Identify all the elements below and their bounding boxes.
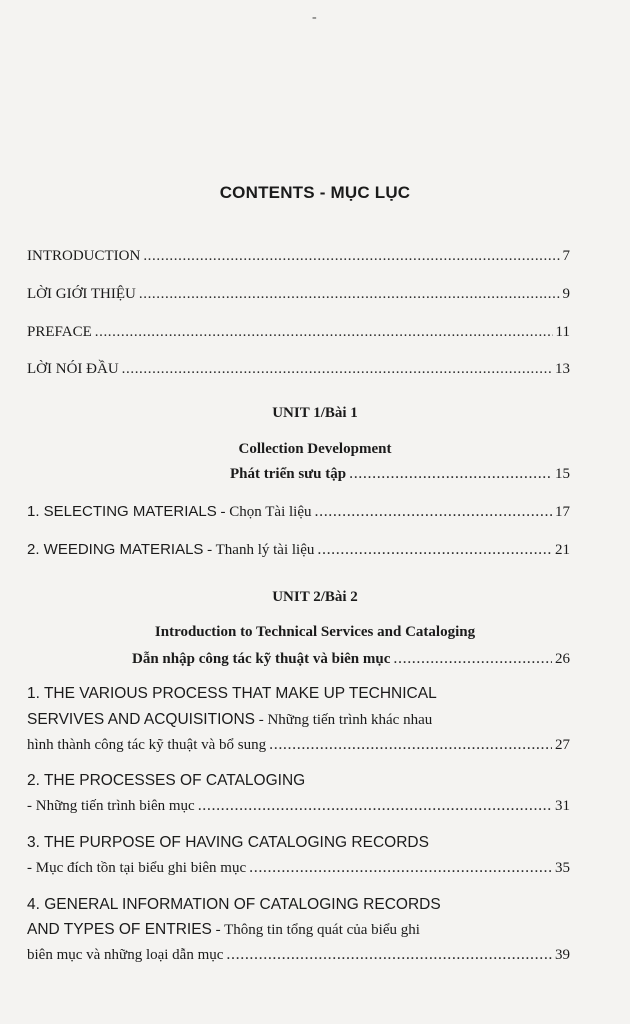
- entry-page: 9: [562, 286, 570, 302]
- entry-label-en: 2. WEEDING MATERIALS: [27, 541, 204, 558]
- entry-page: 21: [555, 542, 570, 558]
- entry-page: 15: [555, 466, 570, 482]
- entry-label: - Những tiến trình biên mục: [27, 798, 195, 814]
- dot-leader: [139, 286, 560, 303]
- toc-entry-general-information[interactable]: [27, 946, 570, 964]
- unit1-title-en: Collection Development: [238, 441, 392, 457]
- dot-leader: [317, 541, 552, 559]
- entry-page: 17: [555, 504, 570, 520]
- entry-page: 27: [555, 737, 570, 753]
- entry-page: 35: [555, 860, 570, 876]
- contents-heading: CONTENTS - MỤC LỤC: [219, 183, 411, 202]
- entry-page: 26: [555, 651, 570, 667]
- entry-page: 11: [555, 324, 570, 340]
- toc-entry-loi-noi-dau[interactable]: [27, 361, 570, 378]
- dot-leader: [122, 361, 552, 378]
- entry-label: - Mục đích tồn tại biểu ghi biên mục: [27, 860, 247, 876]
- entry-label-en: 1. SELECTING MATERIALS: [27, 503, 217, 520]
- entry1-line1: 1. THE VARIOUS PROCESS THAT MAKE UP TECHNICAL: [27, 685, 437, 702]
- entry-label: INTRODUCTION: [27, 248, 141, 264]
- entry-page: 31: [555, 798, 570, 814]
- toc-entry-purpose-records[interactable]: [27, 859, 570, 877]
- entry-label: biên mục và những loại dẫn mục: [27, 947, 224, 963]
- entry3-line1: 3. THE PURPOSE OF HAVING CATALOGING RECORDS: [27, 834, 429, 851]
- entry-label-vi: - Chọn Tài liệu: [216, 504, 312, 520]
- dot-leader: [143, 248, 559, 265]
- dot-leader: [198, 797, 552, 815]
- entry-label: hình thành công tác kỹ thuật và bổ sung: [27, 737, 267, 753]
- entry4-line2: [27, 921, 420, 939]
- dot-leader: [349, 465, 552, 483]
- unit2-title-en: Introduction to Technical Services and Cataloging: [154, 624, 476, 640]
- toc-entry-weeding-materials[interactable]: [27, 541, 570, 559]
- entry-label: LỜI NÓI ĐẦU: [27, 361, 119, 377]
- dot-leader: [249, 859, 552, 877]
- entry-page: 13: [555, 361, 570, 377]
- entry-label-vi: - Thanh lý tài liệu: [203, 542, 315, 558]
- entry1-line2: [27, 711, 432, 729]
- toc-entry-introduction[interactable]: [27, 248, 570, 265]
- entry-label-en: SERVIVES AND ACQUISITIONS: [27, 711, 255, 728]
- toc-entry-unit1-title[interactable]: [230, 465, 570, 483]
- entry-label-en: AND TYPES OF ENTRIES: [27, 921, 212, 938]
- toc-entry-processes-cataloging[interactable]: [27, 797, 570, 815]
- unit1-heading: UNIT 1/Bài 1: [272, 405, 358, 421]
- entry-page: 7: [562, 248, 570, 264]
- dot-leader: [315, 503, 553, 521]
- unit2-heading: UNIT 2/Bài 2: [272, 589, 358, 605]
- toc-entry-loi-gioi-thieu[interactable]: [27, 286, 570, 303]
- unit2-title-vi: Dẫn nhập công tác kỹ thuật và biên mục: [132, 651, 391, 667]
- toc-entry-selecting-materials[interactable]: [27, 503, 570, 521]
- dot-leader: [226, 946, 552, 964]
- dot-leader: [95, 324, 553, 341]
- entry-label: PREFACE: [27, 324, 92, 340]
- entry-page: 39: [555, 947, 570, 963]
- toc-entry-preface[interactable]: [27, 324, 570, 341]
- toc-entry-technical-services[interactable]: [27, 736, 570, 754]
- entry-label: LỜI GIỚI THIỆU: [27, 286, 136, 302]
- dot-leader: [269, 736, 552, 754]
- unit1-title-vi: Phát triển sưu tập: [230, 466, 347, 482]
- dot-leader: [393, 650, 552, 668]
- entry4-line1: 4. GENERAL INFORMATION OF CATALOGING RECORDS: [27, 896, 441, 913]
- entry-label-vi: - Thông tin tổng quát của biểu ghi: [211, 922, 420, 938]
- toc-entry-unit2-title[interactable]: [132, 650, 570, 668]
- entry-label-vi: - Những tiến trình khác nhau: [254, 712, 433, 728]
- entry2-line1: 2. THE PROCESSES OF CATALOGING: [27, 772, 306, 789]
- page-mark: -: [312, 10, 317, 25]
